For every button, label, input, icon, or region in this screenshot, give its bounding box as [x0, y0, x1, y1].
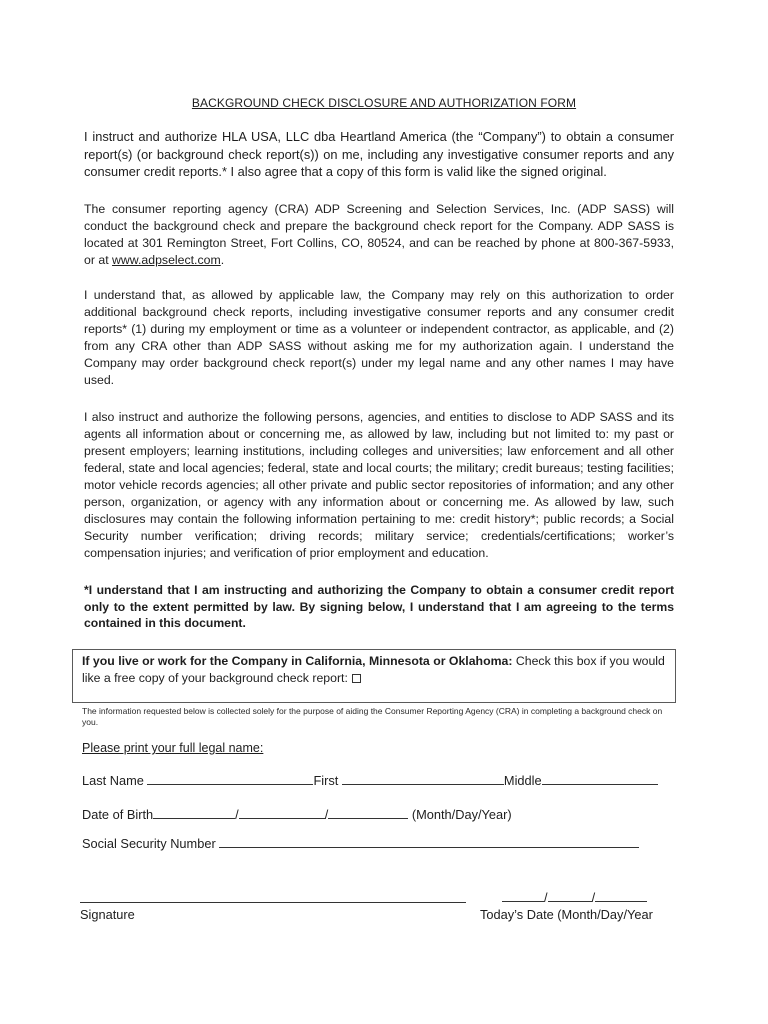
ssn-field[interactable]	[219, 835, 639, 848]
dob-label: Date of Birth	[82, 807, 154, 822]
first-name-field[interactable]	[342, 772, 504, 785]
today-slash-1: /	[544, 890, 548, 905]
cra-paragraph: The consumer reporting agency (CRA) ADP Screening and Selection Services, Inc. (ADP SASS) will conduct the background check and prepare the background check report for the Company. ADP SASS is located at 301 Remington Street, Fort Collins, CO, 80524, and can be reached by phone at 800-367-5933, or at www.adpselect.com.	[84, 202, 674, 267]
middle-name-field[interactable]	[542, 772, 658, 785]
additional-reports-paragraph: I understand that, as allowed by applicable law, the Company may rely on this authorization to order additional background check reports, including investigative consumer reports and any consumer credit reports* (1) during my employment or time as a volunteer or independent contractor, as applicable, and (2) from any CRA other than ADP SASS without asking me for my authorization again. I understand the Company may order background check report(s) under my legal name and any other names I may have used.	[84, 288, 674, 387]
name-row	[82, 772, 658, 788]
middle-name-label: Middle	[503, 773, 542, 788]
first-name-label: First	[313, 773, 339, 788]
today-date-row	[502, 889, 647, 905]
today-slash-2: /	[591, 890, 596, 905]
free-copy-checkbox[interactable]	[352, 674, 361, 683]
state-condition-text: If you live or work for the Company in California, Minnesota or Oklahoma:	[82, 654, 513, 668]
dob-year-field[interactable]	[328, 806, 408, 819]
print-name-label: Please print your full legal name:	[82, 741, 264, 755]
today-day-field[interactable]	[548, 889, 592, 902]
dob-day-field[interactable]	[239, 806, 325, 819]
signature-label: Signature	[80, 907, 135, 922]
dob-slash-1: /	[235, 807, 239, 822]
last-name-label: Last Name	[82, 773, 144, 788]
last-name-field[interactable]	[147, 772, 313, 785]
ssn-label: Social Security Number	[82, 836, 216, 851]
todays-date-label: Today’s Date (Month/Day/Year	[480, 907, 653, 922]
adp-website-link[interactable]: www.adpselect.com	[112, 253, 221, 267]
ssn-row	[82, 835, 639, 851]
dob-month-field[interactable]	[153, 806, 235, 819]
today-month-field[interactable]	[502, 889, 544, 902]
authorization-paragraph: I instruct and authorize HLA USA, LLC dba Heartland America (the “Company”) to obtain a consumer report(s) (or background check report(s)) on me, including any investigative consumer reports and any consumer credit reports.* I also agree that a copy of this form is valid like the signed original.	[84, 129, 674, 179]
disclosure-paragraph: I also instruct and authorize the following persons, agencies, and entities to disclose to ADP SASS and its agents all information about or concerning me, as allowed by law, including but not limited to: my past or present employers; learning institutions, including colleges and universities; law enforcement and all other federal, state and local agencies; federal, state and local courts; the military; credit bureaus; testing facilities; motor vehicle records agencies; all other private and public sector repositories of information; and any other person, organization, or agency with any information about or concerning me. As allowed by law, such disclosures may contain the following information pertaining to me: credit history*; public records; a Social Security number verification; driving records; military service; credentials/certifications; worker’s compensation injuries; and verification of prior employment and education.	[84, 410, 674, 560]
today-year-field[interactable]	[595, 889, 647, 902]
dob-row	[82, 806, 512, 822]
cra-text: The consumer reporting agency (CRA) ADP Screening and Selection Services, Inc. (ADP SASS) will conduct the background check and prepare the background check report for the Company. ADP SASS is located at 301 Remington Street, Fort Collins, CO, 80524, and can be reached by phone at 800-367-5933, or at	[84, 202, 674, 267]
free-copy-box	[72, 649, 676, 703]
free-copy-text: Check this box if you would like a free copy of your background check report:	[82, 654, 665, 685]
signature-field[interactable]	[80, 902, 466, 903]
dob-slash-2: /	[324, 807, 329, 822]
credit-report-notice: *I understand that I am instructing and authorizing the Company to obtain a consumer credit report only to the extent permitted by law. By signing below, I understand that I am agreeing to the terms contained in this document.	[84, 583, 674, 630]
dob-format-hint: (Month/Day/Year)	[411, 807, 512, 822]
info-purpose-note: The information requested below is collected solely for the purpose of aiding the Consumer Reporting Agency (CRA) in completing a background check on you.	[82, 706, 663, 727]
form-title: BACKGROUND CHECK DISCLOSURE AND AUTHORIZATION FORM	[191, 96, 577, 110]
